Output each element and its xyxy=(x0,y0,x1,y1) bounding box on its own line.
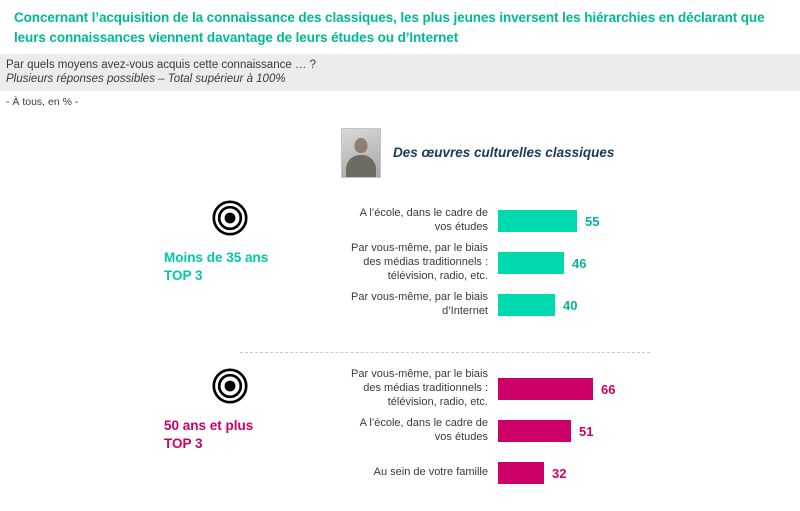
bar-fill xyxy=(498,378,593,400)
bar-label xyxy=(318,291,498,319)
bar-label-line1: A l’école, dans le cadre de xyxy=(359,207,488,220)
bar-label-line2: vos études xyxy=(434,221,488,233)
bar-container xyxy=(498,462,566,484)
page-title: Concernant l’acquisition de la connaissance des classiques, les plus jeunes inversent les hiérarchies en déclarant que leurs connaissances viennent davantage de leurs études ou d’Internet xyxy=(14,10,765,45)
bar-row xyxy=(318,200,788,242)
bar-label xyxy=(318,207,498,235)
bar-label-line3: télévision, radio, etc. xyxy=(387,395,488,408)
bar-container xyxy=(498,252,586,274)
bar-label xyxy=(318,368,498,409)
bar-label-line1: Au sein de votre famille xyxy=(373,466,488,479)
bar-label xyxy=(318,242,498,283)
bar-row xyxy=(318,410,788,452)
group-identity xyxy=(150,368,330,452)
bar-rows-young xyxy=(318,200,788,326)
group-label-line1: Moins de 35 ans xyxy=(164,250,269,265)
bar-label-line2: des médias traditionnels : xyxy=(363,382,488,395)
bar-fill xyxy=(498,210,577,232)
bar-fill xyxy=(498,294,555,316)
target-icon xyxy=(212,368,248,404)
target-icon xyxy=(212,200,248,236)
question-note: Plusieurs réponses possibles – Total supérieur à 100% xyxy=(6,73,286,86)
bar-label xyxy=(318,417,498,445)
group-label xyxy=(164,249,330,284)
bar-label-line2: d’Internet xyxy=(442,305,488,317)
question-text: Par quels moyens avez-vous acquis cette connaissance … ? xyxy=(6,59,317,72)
base-note: - À tous, en % - xyxy=(6,96,79,109)
group-identity xyxy=(150,200,330,284)
bar-label-line1: A l’école, dans le cadre de xyxy=(359,417,488,430)
bar-container xyxy=(498,294,577,316)
group-label-line1: 50 ans et plus xyxy=(164,418,254,433)
bar-fill xyxy=(498,420,571,442)
bar-label-line1: Par vous-même, par le biais xyxy=(351,291,488,304)
bar-label-line1: Par vous-même, par le biais xyxy=(351,242,488,255)
bar-value: 55 xyxy=(585,213,600,229)
bar-row xyxy=(318,242,788,284)
question-band xyxy=(0,54,800,91)
bar-value: 51 xyxy=(579,423,594,439)
bar-container xyxy=(498,420,593,442)
bar-row xyxy=(318,284,788,326)
bar-label-line2: des médias traditionnels : xyxy=(363,256,488,269)
bar-container xyxy=(498,210,599,232)
group-label xyxy=(164,417,330,452)
bar-label-line2: vos études xyxy=(434,431,488,443)
group-label-line2: TOP 3 xyxy=(164,435,203,451)
portrait-painting-icon xyxy=(341,128,381,178)
bar-label-line1: Par vous-même, par le biais xyxy=(351,368,488,381)
bar-container xyxy=(498,378,615,400)
bar-fill xyxy=(498,252,564,274)
group-label-line2: TOP 3 xyxy=(164,267,203,283)
bar-row xyxy=(318,368,788,410)
bar-label-line3: télévision, radio, etc. xyxy=(387,269,488,282)
theme-header xyxy=(341,128,614,178)
bar-row xyxy=(318,452,788,494)
bar-value: 46 xyxy=(572,255,587,271)
bar-value: 32 xyxy=(552,465,567,481)
bar-fill xyxy=(498,462,544,484)
bar-label xyxy=(318,466,498,480)
theme-label: Des œuvres culturelles classiques xyxy=(393,144,615,160)
section-divider xyxy=(240,352,650,353)
bar-rows-old xyxy=(318,368,788,494)
bar-value: 66 xyxy=(601,381,616,397)
bar-value: 40 xyxy=(563,297,578,313)
